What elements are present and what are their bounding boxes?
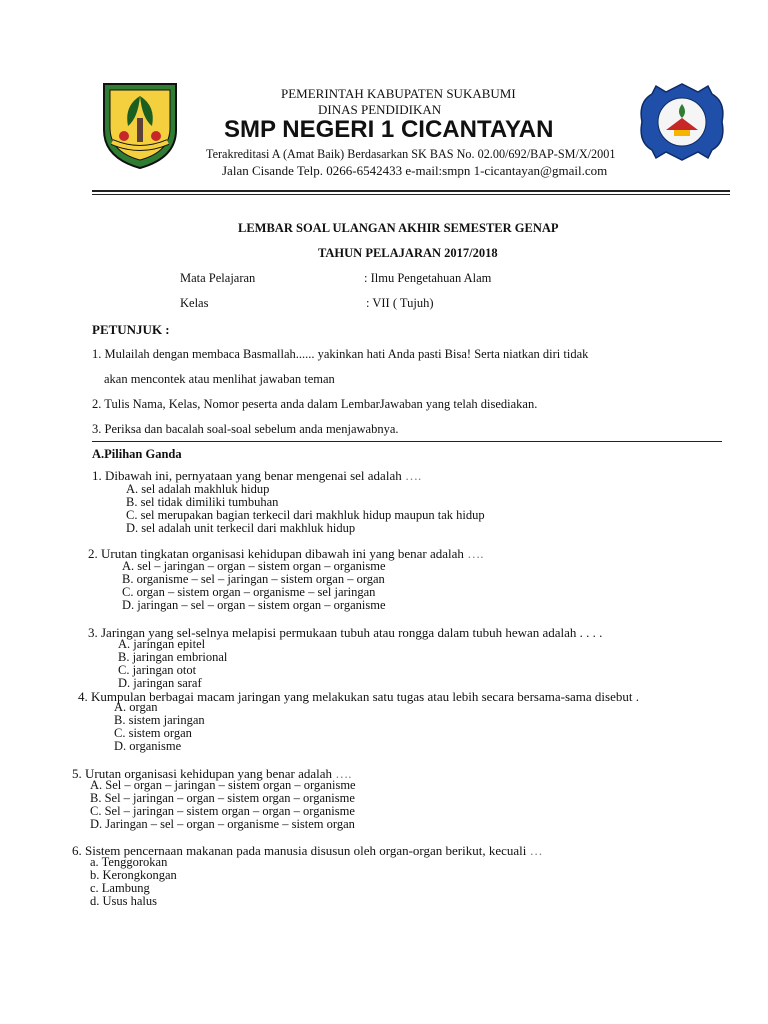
- header-address: Jalan Cisande Telp. 0266-6542433 e-mail:smpn 1-cicantayan@gmail.com: [222, 163, 608, 178]
- option-3c: C. jaringan otot: [118, 663, 197, 677]
- question-dots: ….: [404, 468, 422, 483]
- header-gov: PEMERINTAH KABUPATEN SUKABUMI: [281, 86, 516, 101]
- option-1d: D. sel adalah unit terkecil dari makhluk hidup: [126, 521, 356, 535]
- option-3a: A. jaringan epitel: [118, 637, 206, 651]
- question-text: 2. Urutan tingkatan organisasi kehidupan dibawah ini yang benar adalah: [88, 546, 468, 561]
- option-5c: C. Sel – jaringan – sistem organ – organ – organisme: [90, 804, 355, 818]
- option-4b: B. sistem jaringan: [114, 713, 205, 727]
- option-1a: A. sel adalah makhluk hidup: [126, 482, 270, 496]
- question-text: 5. Urutan organisasi kehidupan yang benar adalah: [72, 766, 336, 781]
- option-5b: B. Sel – jaringan – organ – sistem organ – organisme: [90, 791, 355, 805]
- option-4c: C. sistem organ: [114, 726, 192, 740]
- option-6c: c. Lambung: [90, 881, 150, 895]
- question-text: 6. Sistem pencernaan makanan pada manusia disusun oleh organ-organ berikut, kecuali: [72, 843, 530, 858]
- option-2d: D. jaringan – sel – organ – sistem organ – organisme: [122, 598, 386, 612]
- right-logo: [636, 82, 728, 162]
- instruction-3: 3. Periksa dan bacalah soal-soal sebelum anda menjawabnya.: [92, 422, 399, 436]
- option-1b: B. sel tidak dimiliki tumbuhan: [126, 495, 279, 509]
- left-logo: [94, 78, 186, 170]
- header-dept: DINAS PENDIDIKAN: [318, 102, 442, 117]
- question-text: 1. Dibawah ini, pernyataan yang benar mengenai sel adalah: [92, 468, 405, 483]
- option-6a: a. Tenggorokan: [90, 855, 168, 869]
- question-dots: ….: [467, 546, 484, 561]
- instruction-1-cont: akan mencontek atau menlihat jawaban teman: [104, 372, 335, 386]
- instruction-2: 2. Tulis Nama, Kelas, Nomor peserta anda dalam LembarJawaban yang telah disediakan.: [92, 397, 538, 411]
- option-6b: b. Kerongkongan: [90, 868, 177, 882]
- instruction-1: 1. Mulailah dengan membaca Basmallah...... yakinkan hati Anda pasti Bisa! Serta niatkan diri tidak: [92, 347, 589, 361]
- option-2b: B. organisme – sel – jaringan – sistem organ – organ: [122, 572, 385, 586]
- option-3d: D. jaringan saraf: [118, 676, 202, 690]
- class-label: Kelas: [180, 296, 209, 310]
- option-2a: A. sel – jaringan – organ – sistem organ – organisme: [122, 559, 386, 573]
- option-4a: A. organ: [114, 700, 158, 714]
- option-4d: D. organisme: [114, 739, 182, 753]
- option-2c: C. organ – sistem organ – organisme – sel jaringan: [122, 585, 376, 599]
- question-text: 3. Jaringan yang sel-selnya melapisi permukaan tubuh atau rongga dalam tubuh hewan adalah . . . .: [88, 625, 603, 640]
- section-rule: [92, 441, 722, 442]
- subject-value: : Ilmu Pengetahuan Alam: [364, 271, 492, 285]
- question-text: 4. Kumpulan berbagai macam jaringan yang melakukan satu tugas atau lebih secara bersama-sama disebut .: [78, 689, 639, 704]
- option-1c: C. sel merupakan bagian terkecil dari makhluk hidup maupun tak hidup: [126, 508, 485, 522]
- question-dots: …: [529, 843, 543, 858]
- header-rule-thick: [92, 190, 730, 192]
- section-heading: A.Pilihan Ganda: [92, 447, 182, 461]
- subject-label: Mata Pelajaran: [180, 271, 256, 285]
- question-4: [78, 689, 639, 705]
- header-accreditation: Terakreditasi A (Amat Baik) Berdasarkan SK BAS No. 02.00/692/BAP-SM/X/2001: [206, 147, 616, 161]
- header-rule-thin: [92, 194, 730, 195]
- question-dots: ….: [335, 766, 352, 781]
- exam-title: LEMBAR SOAL ULANGAN AKHIR SEMESTER GENAP: [238, 221, 559, 235]
- exam-year: TAHUN PELAJARAN 2017/2018: [318, 246, 498, 260]
- option-5a: A. Sel – organ – jaringan – sistem organ – organisme: [90, 778, 356, 792]
- option-6d: d. Usus halus: [90, 894, 158, 908]
- instructions-heading: PETUNJUK :: [92, 322, 170, 337]
- class-value: : VII ( Tujuh): [366, 296, 434, 310]
- school-name: SMP NEGERI 1 CICANTAYAN: [224, 116, 554, 143]
- option-5d: D. Jaringan – sel – organ – organisme – sistem organ: [90, 817, 355, 831]
- option-3b: B. jaringan embrional: [118, 650, 228, 664]
